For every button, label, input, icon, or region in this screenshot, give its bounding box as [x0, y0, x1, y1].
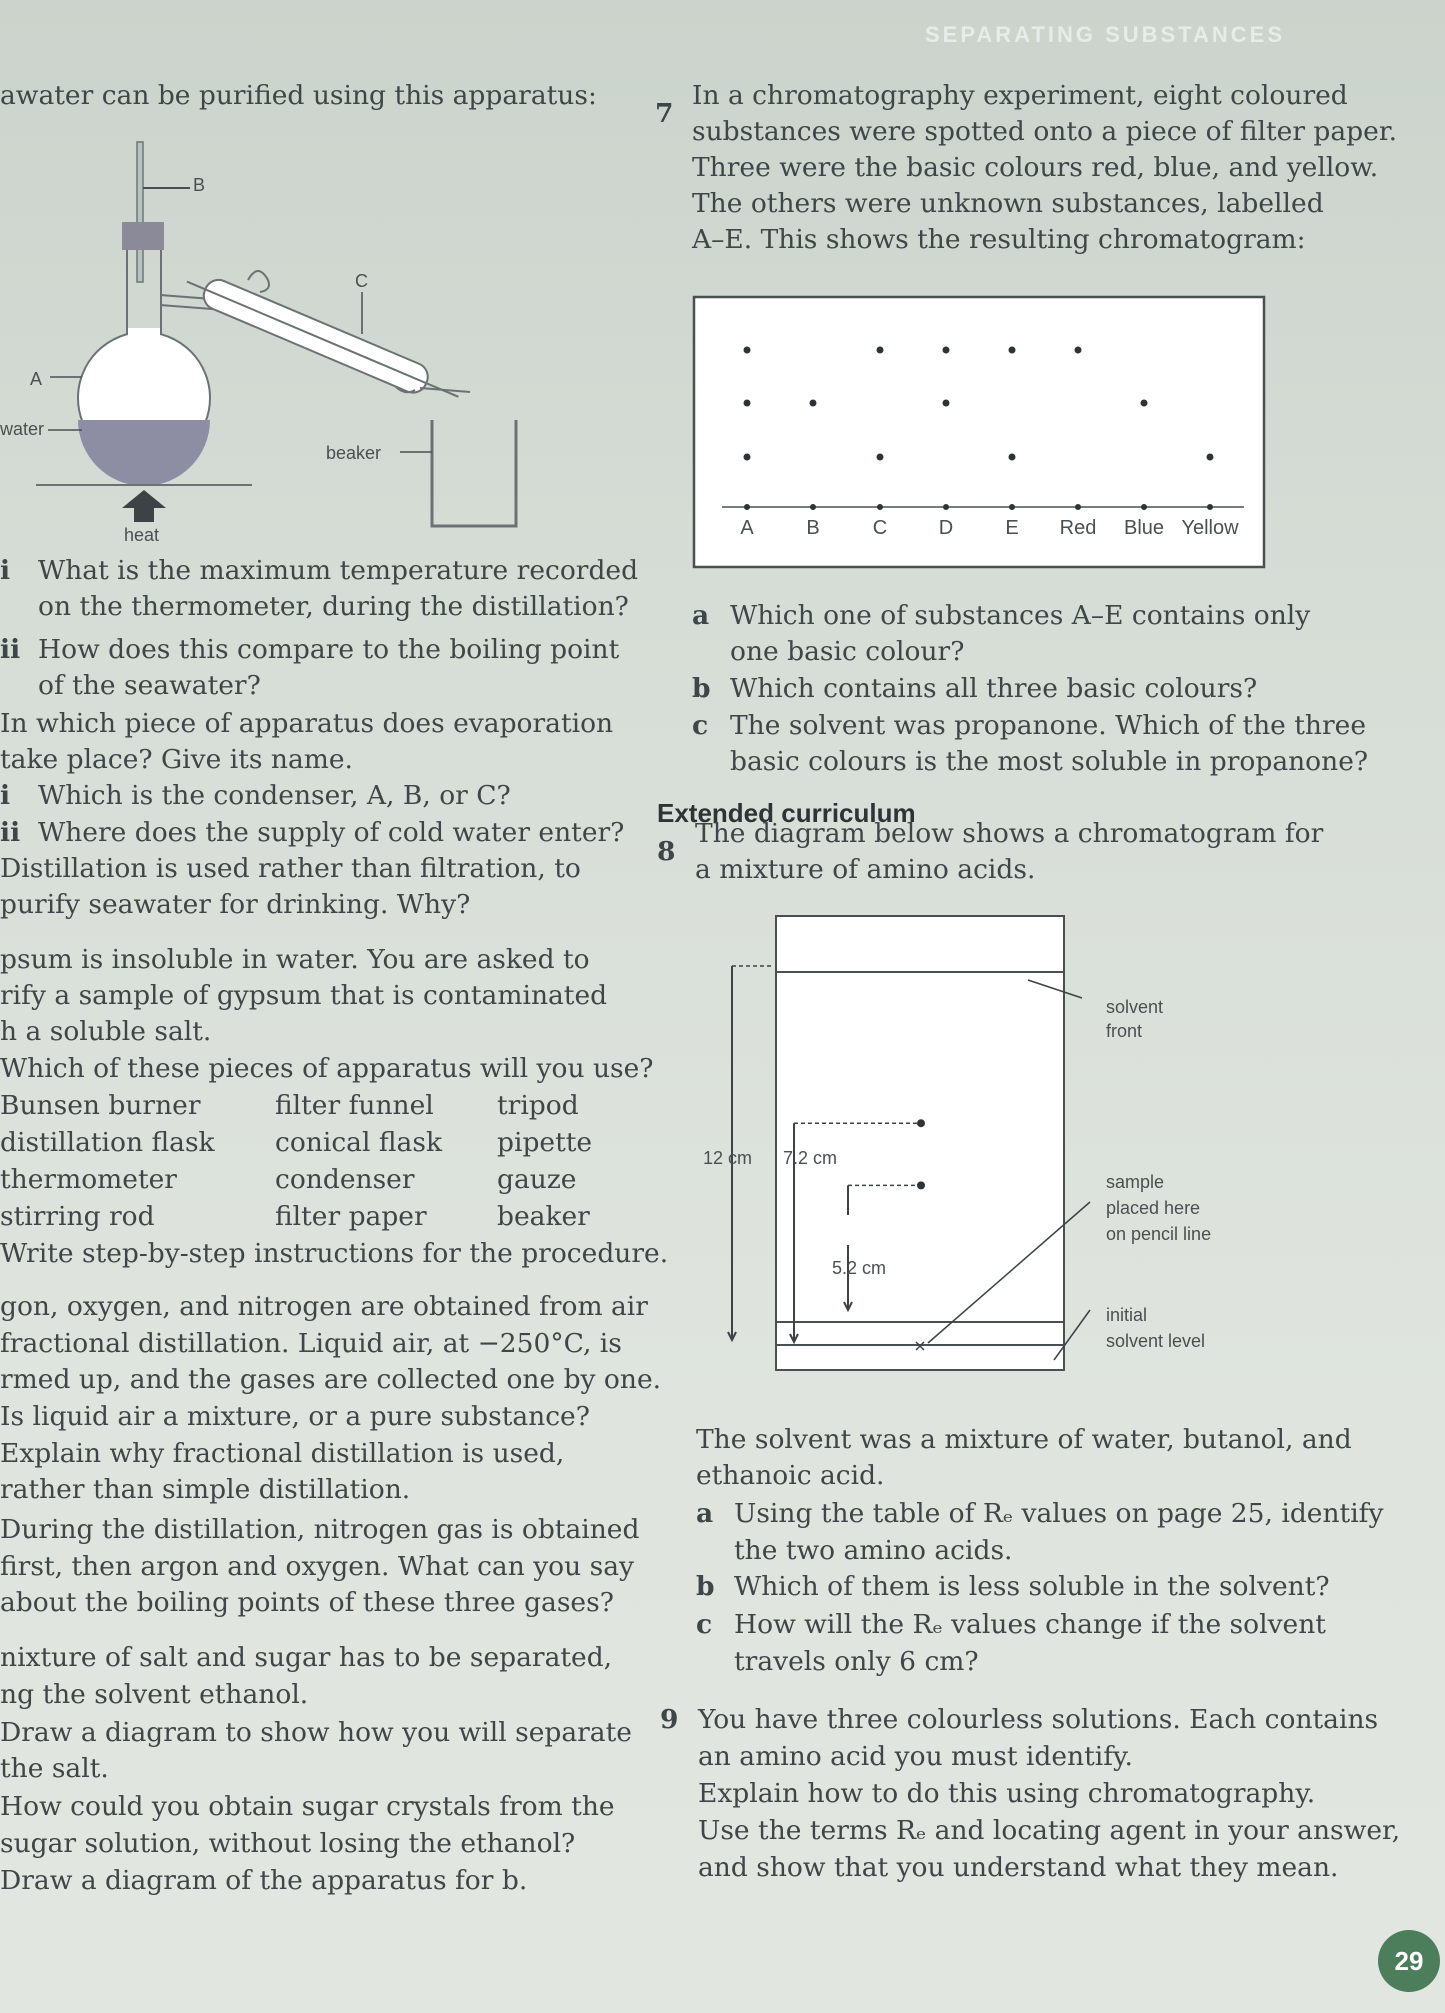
left-text-line: gon, oxygen, and nitrogen are obtained from air	[0, 1291, 648, 1322]
chromatogram-label: B	[806, 517, 820, 539]
left-text-line: What is the maximum temperature recorded	[38, 555, 639, 586]
amino-acid-spot	[917, 1181, 925, 1189]
apparatus-item: filter paper	[275, 1201, 427, 1232]
q8-text-line: a mixture of amino acids.	[695, 854, 1036, 885]
chromatogram-origin-spot	[943, 504, 949, 510]
diagram-label-a: A	[30, 369, 43, 389]
question-part-marker: ii	[0, 634, 21, 665]
apparatus-item: conical flask	[275, 1127, 443, 1158]
left-text-line: Which is the condenser, A, B, or C?	[38, 780, 511, 811]
chromatogram-origin-spot	[877, 504, 883, 510]
q7-part-text: Which one of substances A–E contains only	[730, 600, 1311, 631]
chromatogram-label: Blue	[1123, 517, 1165, 539]
left-text-line: of the seawater?	[38, 670, 261, 701]
left-text-line: purify seawater for drinking. Why?	[0, 889, 471, 920]
left-text-line: rify a sample of gypsum that is contaminated	[0, 980, 608, 1011]
chromatogram-spot	[1009, 454, 1016, 461]
chapter-header: SEPARATING SUBSTANCES	[925, 22, 1286, 47]
q9-text-line: and show that you understand what they mean.	[698, 1852, 1339, 1883]
left-text-line: How does this compare to the boiling point	[38, 634, 620, 665]
apparatus-item: tripod	[497, 1090, 579, 1121]
label-sample-placed: on pencil line	[1106, 1224, 1212, 1244]
apparatus-item: stirring rod	[0, 1201, 155, 1232]
q7-part-marker: c	[692, 710, 709, 741]
chromatogram-spot	[877, 347, 884, 354]
chromatogram-label: A	[740, 517, 754, 539]
left-text-line: nixture of salt and sugar has to be separated,	[0, 1642, 613, 1673]
amino-acid-spot	[917, 1119, 925, 1127]
chromatogram-spot	[744, 347, 751, 354]
q8-part-marker: a	[696, 1498, 714, 1529]
q8-part-text: the two amino acids.	[734, 1535, 1013, 1566]
q9-number: 9	[660, 1704, 679, 1735]
left-text-line: Which of these pieces of apparatus will you use?	[0, 1053, 654, 1084]
label-sample-placed: placed here	[1106, 1198, 1201, 1218]
left-text-line: the salt.	[0, 1753, 109, 1784]
chromatogram-label: Red	[1059, 517, 1097, 539]
question-part-marker: ii	[0, 817, 21, 848]
left-text-line: Draw a diagram to show how you will separate	[0, 1717, 632, 1748]
chromatogram-spot	[1009, 347, 1016, 354]
distillation-diagram	[0, 130, 540, 550]
chromatogram-spot	[1075, 347, 1082, 354]
chromatogram-label: D	[938, 517, 954, 539]
q7-part-text: one basic colour?	[730, 636, 965, 667]
chromatogram-spot	[1141, 400, 1148, 407]
left-text-line: Write step-by-step instructions for the procedure.	[0, 1238, 669, 1269]
q7-text-line: The others were unknown substances, labelled	[692, 188, 1324, 219]
left-text-line: During the distillation, nitrogen gas is obtained	[0, 1514, 640, 1545]
q9-text-line: an amino acid you must identify.	[698, 1741, 1133, 1772]
left-text-line: How could you obtain sugar crystals from the	[0, 1791, 615, 1822]
label-7-2cm: 7.2 cm	[783, 1148, 838, 1168]
q9-text-line: Use the terms Rₑ and locating agent in your answer,	[698, 1815, 1401, 1846]
left-text-line: Is liquid air a mixture, or a pure substance?	[0, 1401, 590, 1432]
label-initial-solvent: solvent level	[1106, 1331, 1206, 1351]
left-text-line: on the thermometer, during the distillation?	[38, 591, 629, 622]
left-text-line: fractional distillation. Liquid air, at −250°C, is	[0, 1328, 622, 1359]
apparatus-item: Bunsen burner	[0, 1090, 201, 1121]
q7-number: 7	[655, 98, 674, 129]
q8-text-line: The solvent was a mixture of water, butanol, and	[696, 1424, 1352, 1455]
chromatogram-spot	[943, 347, 950, 354]
label-12cm: 12 cm	[703, 1148, 753, 1168]
q8-part-text: How will the Rₑ values change if the solvent	[734, 1609, 1326, 1640]
q7-part-text: basic colours is the most soluble in propanone?	[730, 746, 1369, 777]
chromatogram-spot	[943, 400, 950, 407]
apparatus-item: filter funnel	[275, 1090, 434, 1121]
left-text-line: take place? Give its name.	[0, 744, 353, 775]
q7-text-line: substances were spotted onto a piece of filter paper.	[692, 116, 1398, 147]
diagram-label-water: water	[0, 419, 45, 439]
chromatogram-origin-spot	[1207, 504, 1213, 510]
chromatogram-spot	[744, 454, 751, 461]
chromatogram-origin-spot	[1141, 504, 1147, 510]
left-text-line: rmed up, and the gases are collected one by one.	[0, 1364, 662, 1395]
q8-part-text: Which of them is less soluble in the solvent?	[734, 1571, 1330, 1602]
page-number: 29	[1378, 1930, 1440, 1992]
chromatogram-origin-spot	[1075, 504, 1081, 510]
diagram-label-heat: heat	[124, 525, 160, 545]
q7-part-text: Which contains all three basic colours?	[730, 673, 1258, 704]
diagram-label-c: C	[355, 271, 368, 291]
chromatogram-spot	[1207, 454, 1214, 461]
apparatus-item: beaker	[497, 1201, 590, 1232]
q8-part-marker: b	[696, 1571, 715, 1602]
left-text-line: psum is insoluble in water. You are asked to	[0, 944, 590, 975]
left-text-line: awater can be purified using this apparatus:	[0, 80, 597, 111]
q8-number: 8	[657, 836, 676, 867]
left-text-line: Explain why fractional distillation is used,	[0, 1438, 565, 1469]
q7-text-line: Three were the basic colours red, blue, and yellow.	[692, 152, 1379, 183]
left-text-line: h a soluble salt.	[0, 1016, 212, 1047]
question-part-marker: i	[0, 780, 11, 811]
apparatus-item: distillation flask	[0, 1127, 215, 1158]
diagram-label-beaker: beaker	[326, 443, 382, 463]
chromatogram-spot	[877, 454, 884, 461]
q7-part-marker: b	[692, 673, 711, 704]
apparatus-item: condenser	[275, 1164, 415, 1195]
left-text-line: rather than simple distillation.	[0, 1474, 411, 1505]
label-sample-placed: sample	[1106, 1172, 1165, 1192]
apparatus-item: thermometer	[0, 1164, 177, 1195]
chromatogram-origin-spot	[1009, 504, 1015, 510]
question-part-marker: i	[0, 555, 11, 586]
left-text-line: Distillation is used rather than filtration, to	[0, 853, 581, 884]
q7-text-line: In a chromatography experiment, eight coloured	[692, 80, 1348, 111]
left-text-line: first, then argon and oxygen. What can you say	[0, 1551, 634, 1582]
left-text-line: In which piece of apparatus does evaporation	[0, 708, 614, 739]
label-solvent-front: front	[1106, 1021, 1143, 1041]
chromatogram-label: E	[1005, 517, 1019, 539]
q8-text-line: ethanoic acid.	[696, 1460, 885, 1491]
diagram-label-b: B	[193, 175, 206, 195]
q7-part-text: The solvent was propanone. Which of the three	[730, 710, 1367, 741]
left-text-line: Draw a diagram of the apparatus for b.	[0, 1865, 528, 1896]
q8-text-line: The diagram below shows a chromatogram for	[695, 818, 1324, 849]
left-text-line: sugar solution, without losing the ethanol?	[0, 1828, 576, 1859]
apparatus-item: pipette	[497, 1127, 593, 1158]
apparatus-item: gauze	[497, 1164, 577, 1195]
q9-text-line: Explain how to do this using chromatography.	[698, 1778, 1316, 1809]
q8-part-text: Using the table of Rₑ values on page 25, identify	[734, 1498, 1384, 1529]
left-text-line: about the boiling points of these three gases?	[0, 1587, 614, 1618]
q9-text-line: You have three colourless solutions. Each contains	[698, 1704, 1379, 1735]
label-initial-solvent: initial	[1106, 1305, 1148, 1325]
chromatogram-origin-spot	[744, 504, 750, 510]
extended-curriculum-heading: Extended curriculum	[657, 798, 916, 828]
left-text-line: Where does the supply of cold water enter?	[38, 817, 625, 848]
chromatogram-origin-spot	[810, 504, 816, 510]
q8-part-marker: c	[696, 1609, 713, 1640]
label-solvent-front: solvent	[1106, 997, 1164, 1017]
chromatogram-label: C	[872, 517, 888, 539]
left-text-line: ng the solvent ethanol.	[0, 1679, 309, 1710]
q7-text-line: A–E. This shows the resulting chromatogram:	[692, 224, 1306, 255]
label-5-2cm: 5.2 cm	[832, 1258, 887, 1278]
chromatogram-spot	[810, 400, 817, 407]
q8-part-text: travels only 6 cm?	[734, 1646, 979, 1677]
q7-part-marker: a	[692, 600, 710, 631]
chromatogram-spot	[744, 400, 751, 407]
chromatogram-label: Yellow	[1181, 517, 1239, 539]
